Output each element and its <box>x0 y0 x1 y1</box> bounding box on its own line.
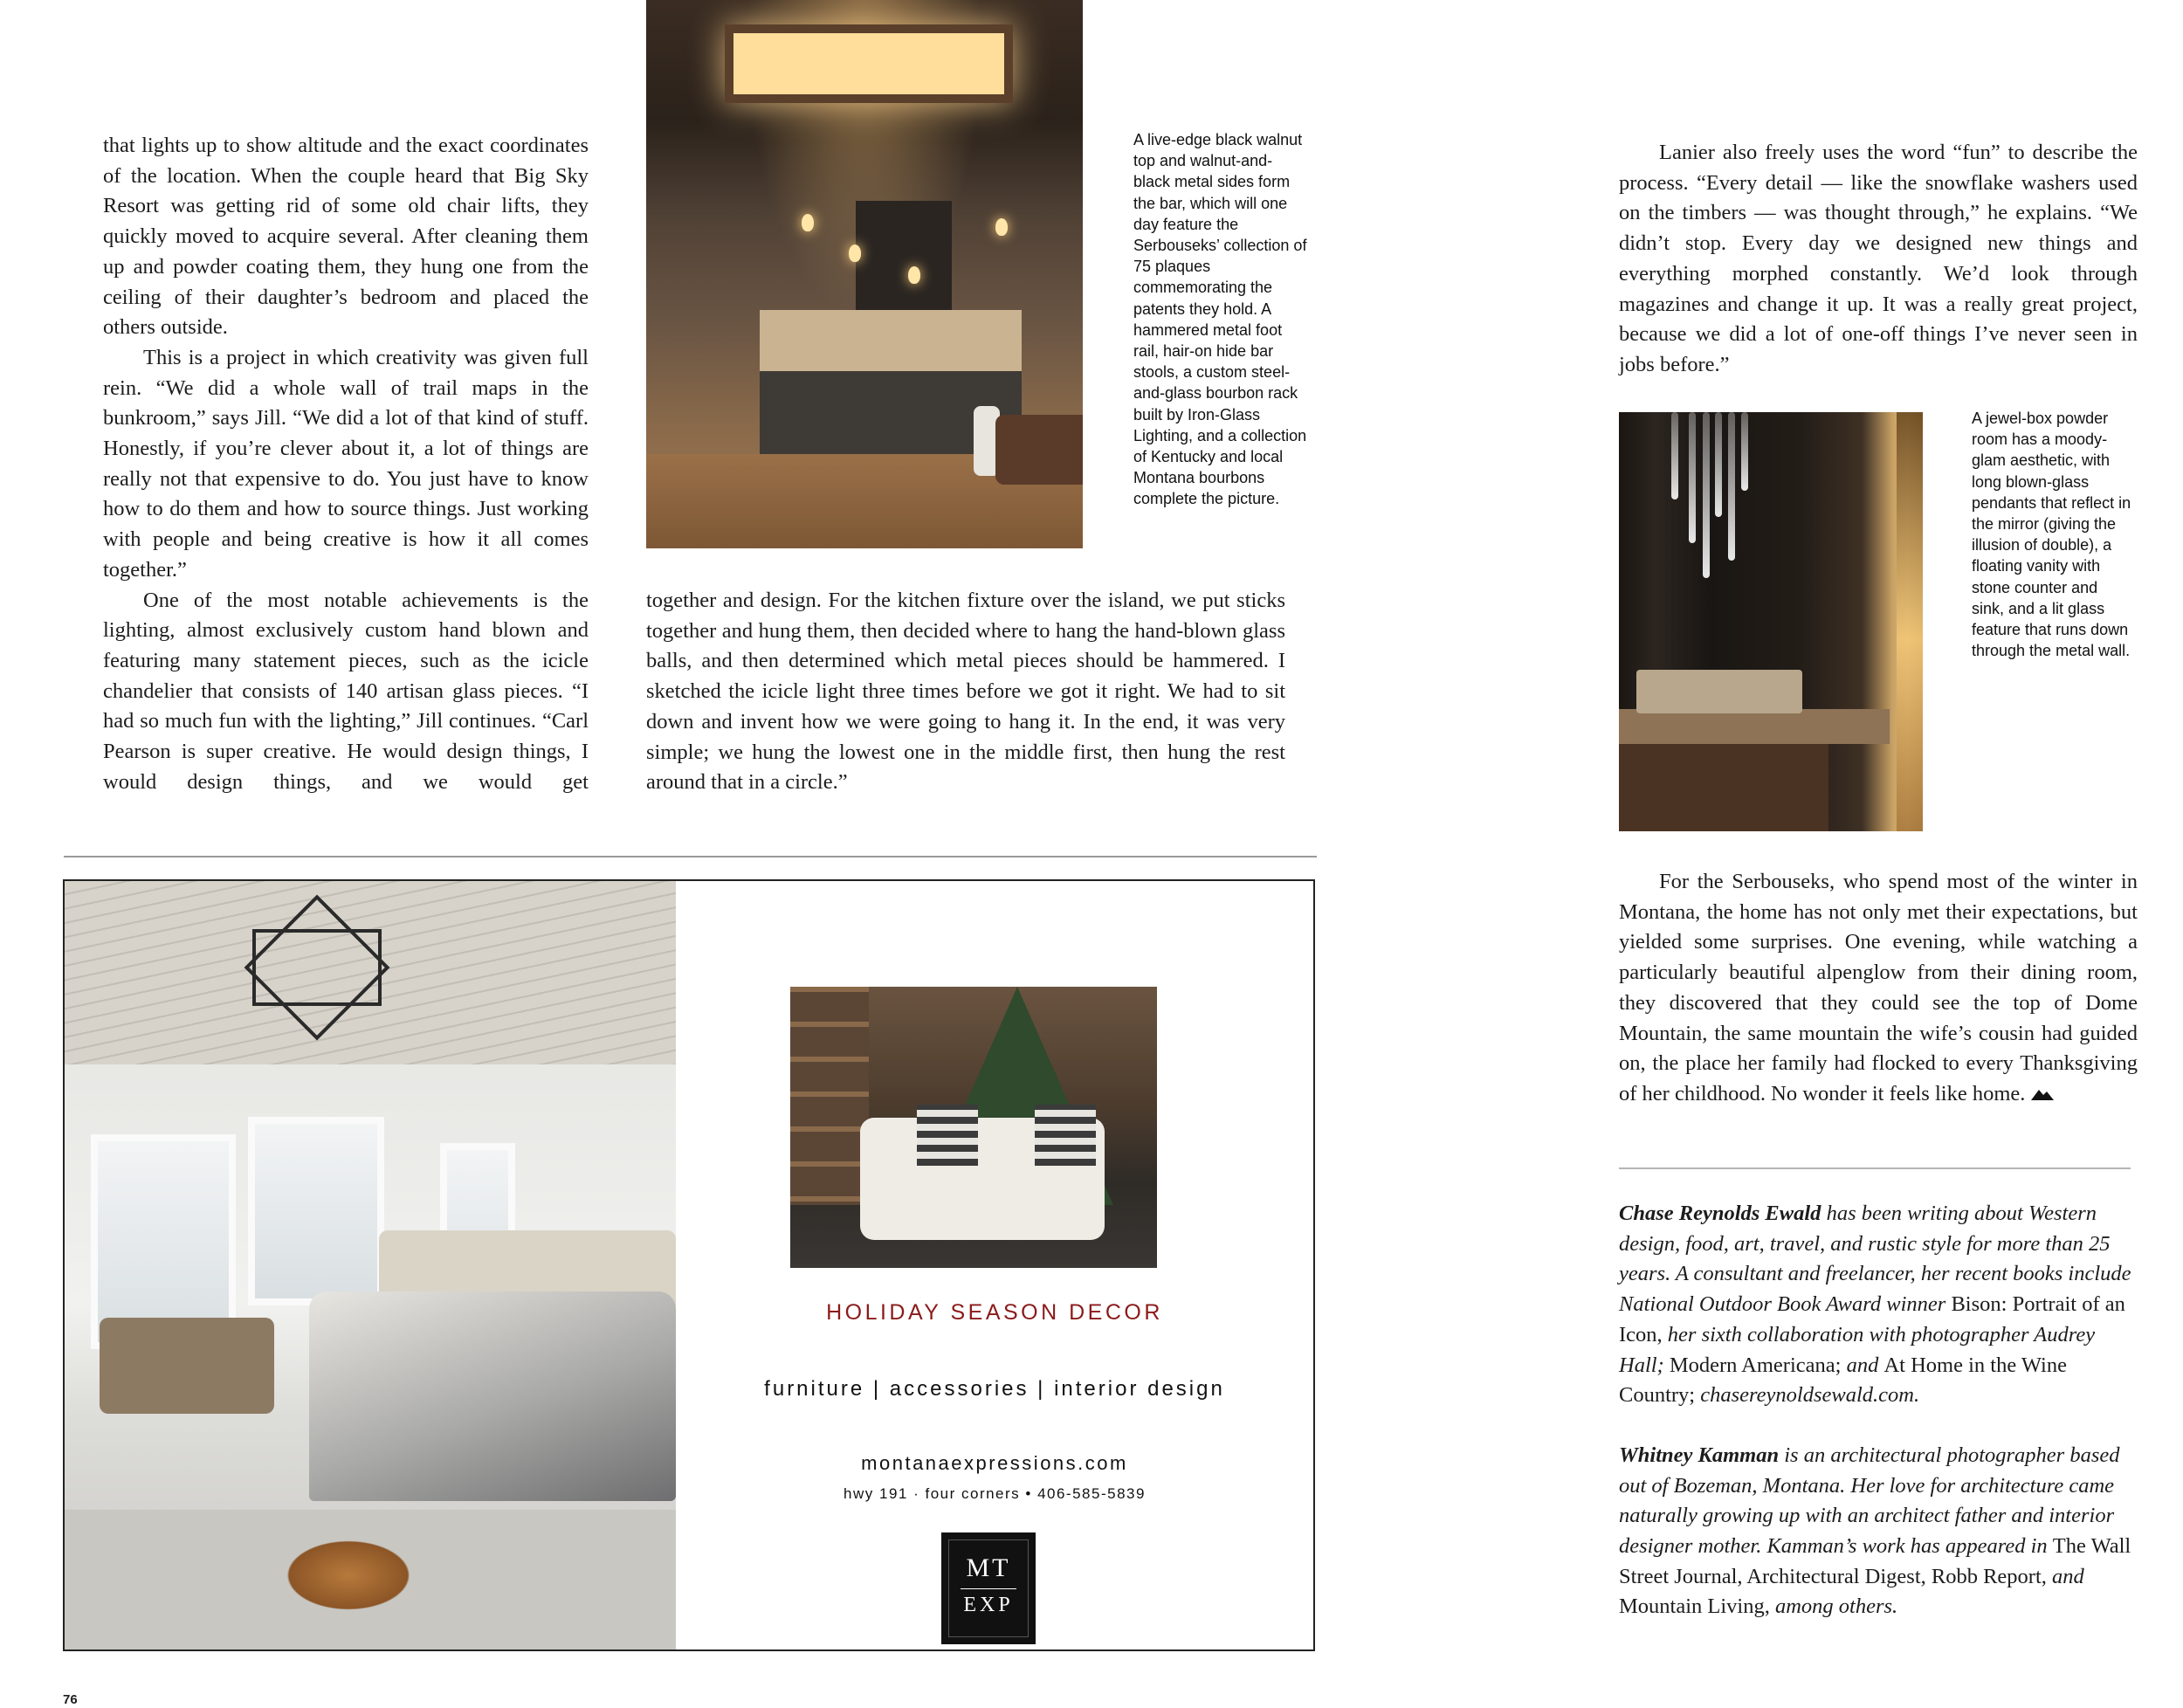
middle-text-column <box>646 586 1285 798</box>
left-text-column <box>103 131 589 797</box>
author-name: Chase Reynolds Ewald <box>1619 1202 1821 1225</box>
book-title: Bison: Portrait of an Icon, <box>1619 1292 2125 1346</box>
paragraph: that lights up to show altitude and the exact coordinates of the location. When the couple heard that Big Sky Resort was getting rid of some old chair lifts, they quickly moved to acquire several. After cleaning them up and powder coating them, they hung one from the ceiling of their daughter’s bedroom and placed the others outside. <box>103 134 589 340</box>
bar-photo-caption: A live-edge black walnut top and walnut-and-black metal sides form the bar, which will one day feature the Serbouseks’ collection of 75 plaques commemorating the patents they hold. A hammered metal foot rail, hair-on hide bar stools, a custom steel-and-glass bourbon rack built by Iron-Glass Lighting, and a collection of Kentucky and local Montana bourbons complete the picture. <box>1133 131 1307 508</box>
mountain-icon <box>2031 1088 2054 1100</box>
closing-paragraph-text: For the Serbouseks, who spend most of the winter in Montana, the home has not only met their expectations, but yielded some surprises. One evening, while watching a particularly beautiful alpenglow from their dining room, they discovered that they could see the top of Dome Mountain, the same mountain the wife’s cousin had guided on, the place her family had flocked to every Thanksgiving of her childhood. No wonder it feels like home. <box>1619 870 2138 1105</box>
paragraph: together and design. For the kitchen fixture over the island, we put sticks together and hung them, then decided where to hang the hand-blown glass balls, and then determined which metal pieces should be hammered. I sketched the icicle light three times before we got it right. We had to sit down and invent how we were going to hang it. In the end, it was very simple; we hung the lowest one in the middle first, then hung the rest around that in a circle.” <box>646 589 1285 795</box>
ad-website-link[interactable]: montanaexpressions.com <box>861 1452 1128 1474</box>
ad-bedroom-photo <box>65 881 676 1649</box>
ad-tagline: furniture | accessories | interior design <box>764 1377 1225 1401</box>
publication-list: The Wall Street Journal, Architectural Digest, Robb Report, <box>1619 1534 2131 1588</box>
ad-headline: HOLIDAY SEASON DECOR <box>826 1300 1163 1325</box>
paragraph: One of the most notable achievements is the lighting, almost exclusively custom hand blown and featuring many statement pieces, such as the icicle chandelier that consists of 140 artisan glass pieces. “I had so much fun with the lighting,” Jill continues. “Carl Pearson is super creative. He would design things, I would design things, and we would get <box>103 588 589 794</box>
page-number: 76 <box>63 1692 78 1707</box>
publication-title: Mountain Living, <box>1619 1594 1770 1619</box>
book-title: At Home in the Wine Country; <box>1619 1353 2067 1408</box>
website[interactable]: chasereynoldsewald.com. <box>1695 1383 1920 1408</box>
section-divider <box>64 856 1317 857</box>
bio-divider <box>1619 1167 2131 1169</box>
logo-text-top: MT <box>966 1553 1011 1582</box>
powder-room-caption: A jewel-box powder room has a moody-glam aesthetic, with long blown-glass pendants that reflect in the mirror (giving the illusion of double), a floating vanity with stone counter and sink, and a lit glass feature that runs down through the metal wall. <box>1972 410 2131 660</box>
paragraph: Lanier also freely uses the word “fun” to describe the process. “Every detail — like the snowflake washers used on the timbers — was thought through,” he explains. “We didn’t stop. Every day we designed new things and everything morphed constantly. We’d look through magazines and change it up. It was a really great project, because we did a lot of one-off things I’ve never seen in jobs before.” <box>1619 141 2138 376</box>
author-bios <box>1619 1199 2138 1622</box>
author-bio: Chase Reynolds Ewald has been writing about Western design, food, art, travel, and rustic style for more than 25 years. A consultant and freelancer, her recent books include National Outdoor Book Award winner Bison: Portrait of an Icon, her sixth collaboration with photographer Audrey Hall; Modern Americana; and At Home in the Wine Country; chasereynoldsewald.com. <box>1619 1202 2131 1408</box>
right-text-column-bottom <box>1619 867 2138 1110</box>
ad-logo <box>941 1532 1036 1644</box>
right-text-column-top <box>1619 138 2138 381</box>
advertisement[interactable] <box>63 879 1315 1651</box>
ad-store-photo <box>790 987 1157 1268</box>
photographer-bio: Whitney Kamman is an architectural photographer based out of Bozeman, Montana. Her love for architecture came naturally growing up with an architect father and interior designer mother. Kamman’s work has appeared in The Wall Street Journal, Architectural Digest, Robb Report, and Mountain Living, among others. <box>1619 1443 2131 1619</box>
book-title: Modern Americana; <box>1669 1353 1842 1377</box>
bar-photo <box>646 0 1083 548</box>
photographer-name: Whitney Kamman <box>1619 1443 1780 1467</box>
logo-text-bottom: EXP <box>963 1594 1014 1616</box>
powder-room-photo <box>1619 412 1923 831</box>
paragraph: This is a project in which creativity was given full rein. “We did a whole wall of trail maps in the bunkroom,” says Jill. “We did a lot of that kind of stuff. Honestly, if you’re clever about it, a lot of things are really not that expensive to do. You just have to know how to do them and how to source things. Just working with people and being creative is how it all comes together.” <box>103 345 589 582</box>
ad-address: hwy 191 · four corners • 406-585-5839 <box>844 1485 1146 1502</box>
paragraph <box>1619 867 2138 1110</box>
